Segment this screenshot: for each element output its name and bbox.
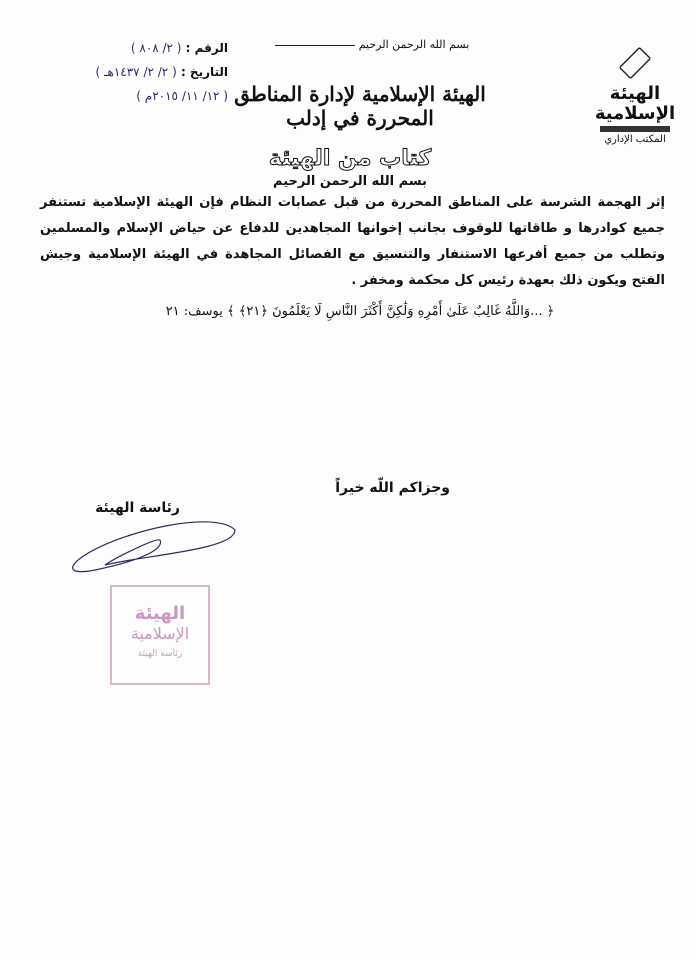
organization-logo: [590, 42, 680, 145]
hijri-date: ( ٢/ ٢/ ١٤٣٧هـ ): [95, 65, 177, 79]
basmala-line: [275, 45, 355, 46]
header-basmala: [250, 38, 490, 51]
body-text: إثر الهجمة الشرسة على المناطق المحررة من قبل عصابات النظام فإن الهيئة الإسلامية تستنفر جميع كوادرها و طاقاتها للوقوف بجانب إخوانها المجاهدين للدفاع عن حياض الإسلام والمسلمين وتطلب من جميع أفرعها الاستنفار والتنسيق مع الفصائل المجاهدة في الهيئة الإسلامية وجيش الفتح ويكون ذلك بعهدة رئيس كل محكمة ومخفر .: [40, 195, 665, 288]
stamp-line3: رئاسة الهيئة: [137, 649, 183, 659]
reference-block: [78, 36, 228, 108]
verse-reference: يوسف: ٢١: [165, 304, 223, 319]
logo-name: الهيئة الإسلامية: [594, 83, 676, 124]
signatory: رئاسة الهيئة: [95, 500, 180, 516]
logo-subtitle: المكتب الإداري: [604, 134, 666, 145]
number-label: الرقم :: [185, 41, 228, 55]
stamp-line2: الإسلامية: [130, 624, 190, 643]
logo-bar: [600, 126, 670, 132]
closing: وجزاكم اللّه خيراً: [335, 480, 450, 496]
stamp-line1: الهيئة: [134, 603, 186, 624]
date-label: التاريخ :: [180, 65, 228, 79]
logo-emblem-icon: [619, 47, 652, 80]
letter-title: كتاب من الهيئة: [268, 146, 432, 171]
header-basmala-text: بسم الله الرحمن الرحيم: [358, 38, 470, 51]
number-value: ( ٢/ ٨٠٨ ): [130, 41, 182, 55]
official-stamp: [110, 585, 210, 685]
verse-text: ﴿ ...وَاللَّهُ غَالِبٌ عَلَىٰ أَمْرِهِ وَلَٰكِنَّ أَكْثَرَ النَّاسِ لَا يَعْلَمُونَ ﴿٢١﴾ ﴾: [227, 304, 555, 319]
basmala: بسم الله الرحمن الرحيم: [273, 174, 427, 189]
organization-name: الهيئة الإسلامية لإدارة المناطق المحررة في إدلب: [234, 82, 486, 130]
quran-verse: [140, 304, 580, 319]
signature: [65, 510, 245, 580]
gregorian-date: ( ١٢/ ١١/ ٢٠١٥م ): [136, 89, 228, 103]
letter-body: [40, 190, 665, 294]
